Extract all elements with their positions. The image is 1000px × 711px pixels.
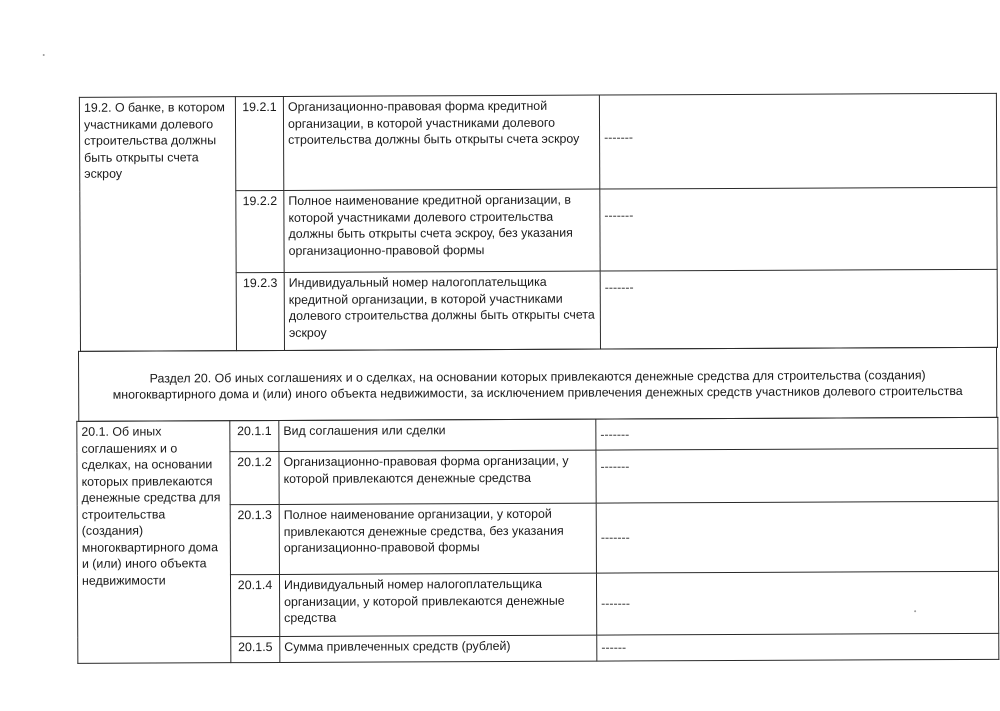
row-number: 20.1.3 xyxy=(230,504,279,574)
table-row xyxy=(79,93,996,191)
group-label-19-2: 19.2. О банке, в котором участниками долевого строительства должны быть открыты счета эскроу xyxy=(79,97,236,352)
row-number: 20.1.4 xyxy=(230,574,279,636)
row-value: ------ xyxy=(597,633,999,661)
row-value: ------- xyxy=(596,417,998,450)
row-description: Организационно-правовая форма организации, у которой привлекаются денежные средства xyxy=(279,450,596,504)
table-row xyxy=(77,417,998,452)
table-row xyxy=(79,347,997,421)
scan-speck xyxy=(914,610,916,612)
row-description: Полное наименование организации, у которой привлекаются денежные средства, без указания организационно-правовой формы xyxy=(279,503,596,574)
row-number: 20.1.1 xyxy=(230,420,279,451)
row-value: ------- xyxy=(600,269,997,349)
row-value: ------- xyxy=(600,187,997,271)
row-description: Полное наименование кредитной организации, в которой участниками долевого строительства должны быть открыты счета эскроу, без указания организационно-правовой формы xyxy=(284,189,600,272)
section-20-heading: Раздел 20. Об иных соглашениях и о сделках, на основании которых привлекаются денежные средства для строительства (создания) многоквартирного дома и (или) иного объекта недвижимости, за исключением привлечения денежных средств участников долевого строительства xyxy=(79,347,997,421)
scan-speck xyxy=(43,54,45,56)
section-19-table xyxy=(79,93,998,352)
row-value: ------- xyxy=(596,501,998,573)
row-value: ------- xyxy=(596,571,998,635)
row-number: 20.1.5 xyxy=(231,636,280,662)
row-number: 19.2.3 xyxy=(236,272,284,350)
group-label-20-1: 20.1. Об иных соглашениях и о сделках, на основании которых привлекаются денежные средства для строительства (создания) многоквартирного дома и (или) иного объекта недвижимости xyxy=(77,421,231,664)
row-value: ------- xyxy=(599,93,996,189)
row-description: Индивидуальный номер налогоплательщика организации, у которой привлекаются денежные средства xyxy=(279,573,596,636)
row-number: 20.1.2 xyxy=(230,451,279,504)
row-number: 19.2.2 xyxy=(236,190,284,272)
row-value: ------- xyxy=(596,448,998,503)
row-description: Индивидуальный номер налогоплательщика кредитной организации, в которой участниками долевого строительства должны быть открыты счета эскроу xyxy=(284,271,600,350)
section-20-table xyxy=(76,417,999,664)
row-description: Вид соглашения или сделки xyxy=(279,419,596,451)
row-description: Организационно-правовая форма кредитной организации, в которой участниками долевого строительства должны быть открыты счета эскроу xyxy=(283,95,599,190)
row-description: Сумма привлеченных средств (рублей) xyxy=(280,635,597,662)
section-20-heading-table xyxy=(78,347,997,422)
row-number: 19.2.1 xyxy=(235,96,283,190)
